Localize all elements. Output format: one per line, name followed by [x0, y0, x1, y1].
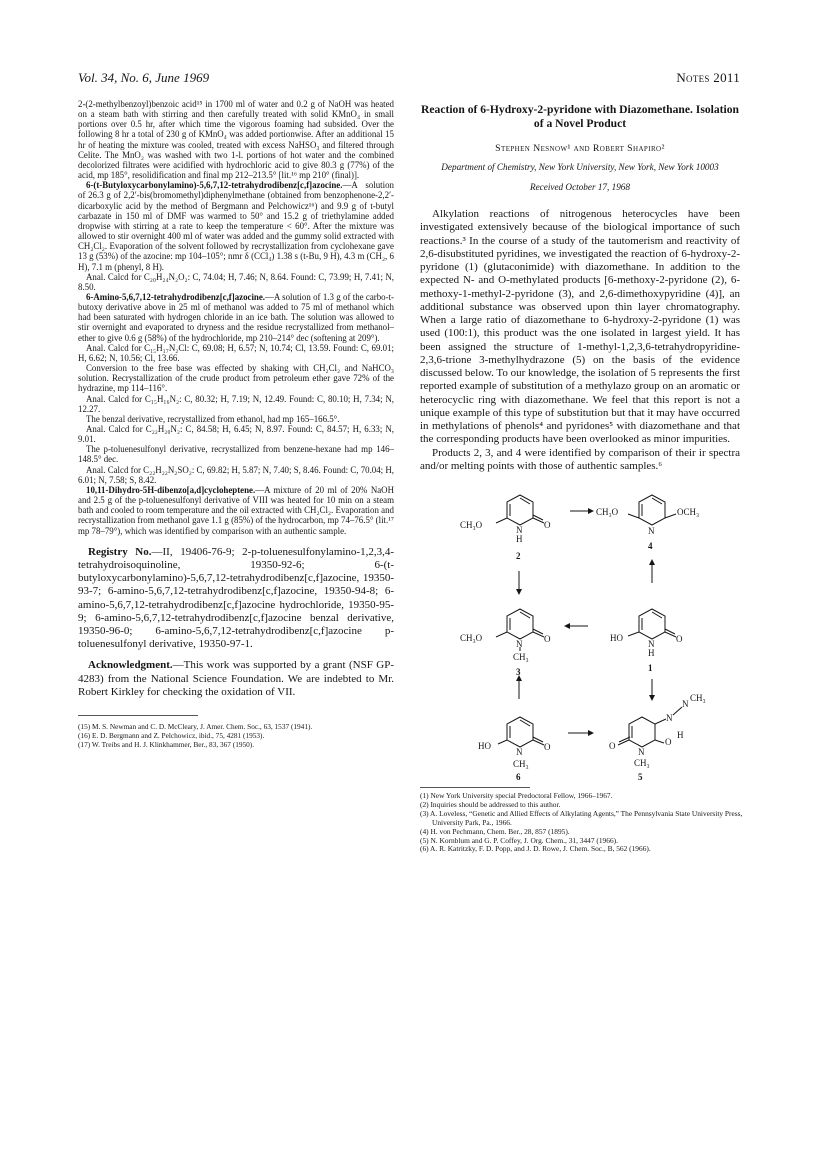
footnotes [420, 787, 743, 854]
structure-2 [460, 495, 551, 561]
compound-heading: 6-(t-Butyloxycarbonylamino)-5,6,7,12-tetrahydrodibenz[c,f]azocine. [86, 180, 343, 191]
analysis: Anal. Calcd for C₁₅H₁₆N₂: C, 80.32; H, 7.19; N, 12.49. Found: C, 80.10; H, 7.34; N, 12.27. [78, 393, 394, 414]
registry-numbers [78, 546, 394, 652]
footnote: (2) Inquiries should be addressed to this author. [420, 799, 561, 809]
running-header [78, 70, 740, 88]
paragraph-text: —A mixture of 20 ml of 20% NaOH and 2.5 g of the p-toluenesulfonyl derivative of VIII was heated for 10 min on a steam bath and cooled to room temperature and the oil extracted with CH₂Cl₂. Evaporation and recrystallization from methanol gave 1.1 g (85%) of the hydrocarbon, mp 74–76.5° (lit.¹⁷ mp 78–79°), which was identified by comparison with an authentic sample. [78, 484, 394, 536]
received-date: Received October 17, 1968 [529, 182, 630, 192]
hydroxy-label: HO [478, 741, 491, 751]
structure-5 [609, 693, 706, 781]
footnote: (4) H. von Pechmann, Chem. Ber., 28, 857 (1895). [420, 826, 570, 836]
article-body [420, 208, 740, 473]
right-column [420, 99, 743, 854]
compound-number: 5 [638, 772, 643, 781]
structure-6 [478, 717, 551, 781]
reference: (15) M. S. Newman and C. D. McCleary, J. Amer. Chem. Soc., 63, 1537 (1941). [78, 721, 313, 731]
article-title: Reaction of 6-Hydroxy-2-pyridone with Diazomethane. Isolation of a Novel Product [421, 103, 739, 130]
ack-heading: Acknowledgment. [88, 659, 173, 672]
structure-3 [460, 609, 551, 677]
methyl-label: CH₃ [513, 759, 529, 769]
footnote: (3) A. Loveless, “Genetic and Allied Effects of Alkylating Agents,” The Pennsylvania State University Press, University Park, Pa., 1966. [420, 808, 743, 827]
o-label: O [676, 634, 683, 644]
n-label: N [648, 526, 655, 536]
n-label: N [638, 747, 645, 757]
compound-number: 4 [648, 541, 653, 551]
paragraph [78, 485, 394, 536]
paragraph [78, 292, 394, 343]
methoxy-label: CH₃O [596, 507, 619, 517]
paragraph-text: —A solution of 26.3 g of 2,2′-bis(bromomethyl)diphenylmethane (obtained from benzophenone-2,2′-dicarboxylic acid by the method of Bergmann and Pelchowicz¹⁶) and 9.9 g of t-butyl carbazate in 150 ml of DMF was warmed to 50° and 15.2 g of triethylamine added dropwise with stirring at a rate to keep the temperature < 60°. After the mixture was allowed to stir overnight 400 ml of water was added and the gummy solid extracted with CH₂Cl₂. Evaporation of the solvent followed by recrystallization from cyclohexane gave 13 g (53%) of the azocine: mp 104–105°; nmr δ (CCl₄) 1.38 s (t-Bu, 9 H), 4.3 m (CH₂, 6 H), 7.1 m (phenyl, 8 H). [78, 180, 394, 272]
o-label: O [544, 520, 551, 530]
paragraph: Alkylation reactions of nitrogenous heterocycles have been investigated extensively because of the biological importance of such reactions.³ In the course of a study of the tautomerism and reactivity of 2,6-disubstituted pyridines, we investigated the reaction of 6-hydroxy-2-pyridone (1) (glutaconimide) with diazomethane. In addition to the expected N- and O-methylated products [6-methoxy-2-pyridone (2), 6-methoxy-1-methyl-2-pyridone (3), and 2,6-dimethoxypyridine (4)], an additional substance was observed upon thin layer chromatography. When a large ratio of diazomethane to 6-hydroxy-2-pyridone (1) was used (100:1), this product was the one isolated in largest yield. It has been assigned the structure of 1-methyl-1,2,3,6-tetrahydropyridine-2,3,6-trione 3-methylhydrazone (5) on the basis of the evidence discussed below. To our knowledge, the isolation of 5 represents the first reported example of substitution of a methylazo group on an aromatic or heterocyclic ring with diazomethane. We feel that this report is not a unique example of this type of substitution but that it may have occurred in methylations of phenols⁴ and pyridones⁵ with diazomethane and that the corresponding products have been overlooked as minor impurities. [420, 208, 740, 446]
methyl-label: CH₃ [513, 652, 529, 662]
left-column [78, 99, 394, 749]
analysis: Anal. Calcd for C₁₅H₁₇N₂Cl: C, 69.08; H, 6.57; N, 10.74; Cl, 13.59. Found: C, 69.01; H, 6.62; N, 10.56; Cl, 13.66. [78, 342, 394, 363]
n-label: N [516, 639, 523, 649]
compound-number: 6 [516, 772, 521, 781]
compound-number: 3 [516, 667, 521, 677]
h-label: H [648, 648, 655, 658]
structure-1 [610, 609, 683, 673]
o-label: O [544, 634, 551, 644]
registry-text: —II, 19406-76-9; 2-p-toluenesulfonylamino-1,2,3,4-tetrahydroisoquinoline, 19350-92-6; 6-(t-butyloxycarbonylamino)-5,6,7,12-tetrahydrodibenz[c,f]azocine, 19350-93-7; 6-amino-5,6,7,12-tetrahydrodibenz[c,f]azocine, 19350-94-8; 6-amino-5,6,7,12-tetrahydrodibenz[c,f]azocine hydrochloride, 19350-95-9; 6-amino-5,6,7,12-tetrahydrodibenz[c,f]azocine benzal derivative, 19350-96-0; 6-amino-5,6,7,12-tetrahydrodibenz[c,f]azocine p-toluenesulfonyl derivative, 19350-97-1. [78, 545, 395, 651]
paragraph: The benzal derivative, recrystallized from ethanol, had mp 165–166.5°. [86, 413, 340, 424]
o-label: O [609, 741, 616, 751]
section-page: Notes 2011 [676, 70, 740, 85]
compound-heading: 6-Amino-5,6,7,12-tetrahydrodibenz[c,f]azocine. [86, 291, 266, 302]
paragraph [78, 180, 394, 271]
structure-4 [596, 495, 699, 551]
methoxy-label: OCH₃ [677, 507, 700, 517]
paragraph-text: —A solution of 1.3 g of the carbo-t-butoxy derivative above in 25 ml of methanol was added to 75 ml of methanol which had been saturated with hydrogen chloride in an ice bath. The solution was allowed to stir overnight and evaporated to dryness and the residue recrystallized from methanol–ether to give 0.6 g (58%) of the hydrochloride, mp 210–214° dec (softening at 209°). [78, 291, 394, 343]
hydroxy-label: HO [610, 633, 623, 643]
o-label: O [544, 742, 551, 752]
analysis: Anal. Calcd for C₂₂H₂₀N₂: C, 84.58; H, 6.45; N, 8.97. Found: C, 84.57; H, 6.33; N, 9.01. [78, 424, 394, 445]
n-label: N [648, 639, 655, 649]
reference: (17) W. Treibs and H. J. Klinkhammer, Ber., 83, 367 (1950). [78, 739, 255, 749]
methoxy-label: CH₃O [460, 633, 483, 643]
n-label: N [516, 525, 523, 535]
n-label: N [682, 699, 689, 709]
reference: (16) E. D. Bergmann and Z. Pelchowicz, ibid., 75, 4281 (1953). [78, 730, 265, 740]
paragraph: The p-toluenesulfonyl derivative, recrystallized from benzene-hexane had mp 146–148.5° dec. [78, 444, 394, 465]
methyl-label: CH₃ [690, 693, 706, 703]
paragraph: 2-(2-methylbenzoyl)benzoic acid¹⁵ in 1700 ml of water and 0.2 g of NaOH was heated on a steam bath with stirring and then carefully treated with solid KMnO₄ in small portions over 0.5 hr, after which time the vigorous foaming had subsided. Over the following 8 hr a total of 230 g of KMnO₄ was added portionwise. After an additional 15 hr of heating the mixture was cooled, treated with excess NaHSO₃ and filtered through Celite. The MnO₂ was washed with two 1-l. portions of hot water and the combined decolorized filtrates were acidified with hydrochloric acid to give 80.3 g (77%) of the acid, mp 185°, resolidification and final mp 212–213.5° [lit.¹⁶ mp 210° (final)]. [78, 99, 394, 181]
compound-heading: 10,11-Dihydro-5H-dibenzo[a,d]cycloheptene. [86, 484, 256, 495]
footnote: (6) A. R. Katritzky, F. D. Popp, and J. D. Rowe, J. Chem. Soc., B, 562 (1966). [420, 844, 651, 854]
affiliation: Department of Chemistry, New York University, New York, New York 10003 [441, 162, 719, 172]
paragraph: Conversion to the free base was effected by shaking with CH₂Cl₂ and NaHCO₃ solution. Recrystallization of the crude product from petroleum ether gave 72% of the hydrazine, mp 114–116°. [78, 363, 394, 394]
h-label: H [516, 534, 523, 544]
registry-heading: Registry No. [88, 545, 152, 558]
ack-text: —This work was supported by a grant (NSF GP-4283) from the National Science Foundation. We are indebted to Mr. Robert Kirkley for checking the oxidation of VII. [78, 659, 394, 698]
reaction-scheme [420, 481, 740, 781]
scheme-svg [420, 481, 740, 781]
methoxy-label: CH₃O [460, 520, 483, 530]
n-label: N [666, 713, 673, 723]
n-label: N [516, 747, 523, 757]
compound-number: 2 [516, 551, 521, 561]
footnote: (1) New York University special Predoctoral Fellow, 1966–1967. [420, 791, 613, 800]
footnote: (5) N. Kornblum and G. P. Coffey, J. Org. Chem., 31, 3447 (1966). [420, 835, 618, 845]
analysis: Anal. Calcd for C₂₂H₂₂N₂SO₂: C, 69.82; H, 5.87; N, 7.40; S, 8.46. Found: C, 70.04; H, 6.01; N, 7.58; S, 8.42. [78, 464, 394, 485]
acknowledgment [78, 659, 394, 699]
h-label: H [677, 730, 684, 740]
analysis: Anal. Calcd for C₂₀H₂₄N₂O₂: C, 74.04; H, 7.46; N, 8.64. Found: C, 73.99; H, 7.41; N, 8.50. [78, 271, 394, 292]
journal-volume: Vol. 34, No. 6, June 1969 [78, 70, 210, 85]
methyl-label: CH₃ [634, 758, 650, 768]
paragraph: Products 2, 3, and 4 were identified by comparison of their ir spectra and/or melting points with those of authentic samples.⁶ [420, 446, 740, 472]
compound-number: 1 [648, 663, 653, 673]
o-label: O [665, 737, 672, 747]
authors: Stephen Nesnow¹ and Robert Shapiro² [495, 143, 665, 154]
left-references [78, 715, 313, 749]
